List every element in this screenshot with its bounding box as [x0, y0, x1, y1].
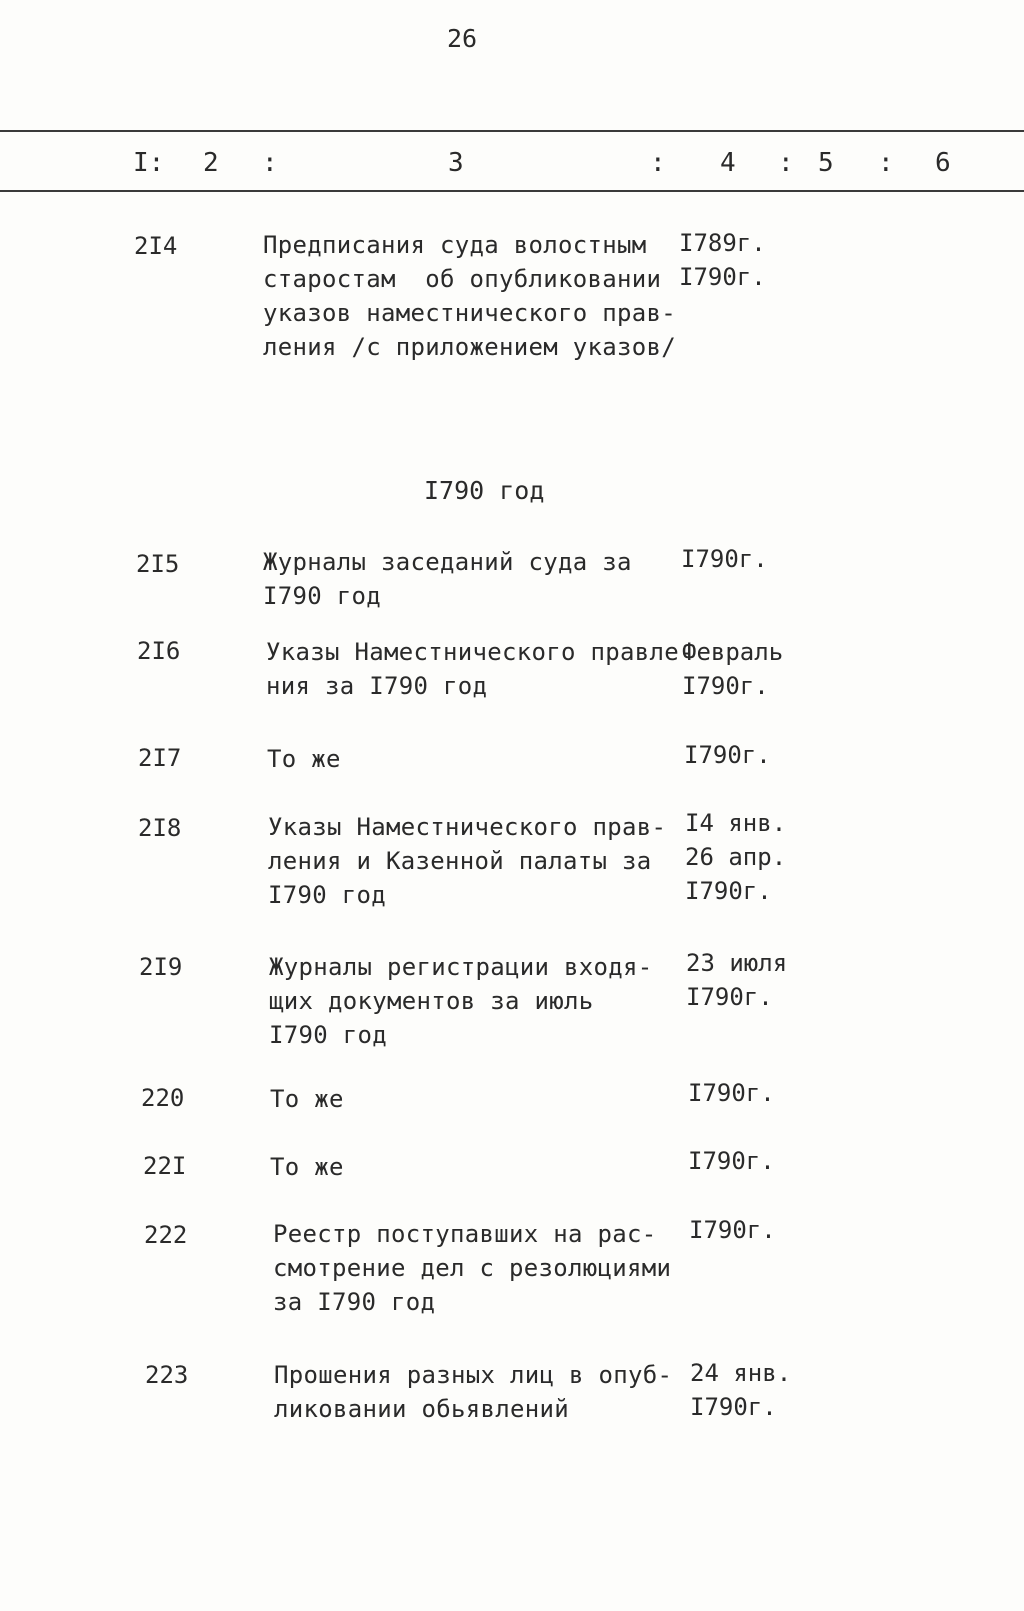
entry-dates	[679, 226, 766, 294]
date-line: I790г.	[689, 1216, 776, 1244]
column-header-2: 2	[203, 148, 219, 178]
entry-dates	[681, 542, 768, 576]
description-line: То же	[267, 745, 341, 773]
date-line: I790г.	[685, 877, 772, 905]
entry-number: 2I4	[134, 232, 178, 260]
column-header-1: I:	[133, 148, 165, 178]
description-line: Указы Наместнического прав-	[268, 813, 667, 841]
entry-number: 222	[144, 1221, 188, 1249]
description-line: Предписания суда волостным	[263, 231, 647, 259]
date-line: 23 июля	[686, 949, 788, 977]
entry-dates	[682, 635, 783, 703]
entry-description	[263, 545, 632, 613]
description-line: указов наместнического прав-	[263, 299, 676, 327]
entry-dates	[684, 738, 771, 772]
date-line: I790г.	[688, 1079, 775, 1107]
description-line: Реестр поступавших на рас-	[273, 1220, 657, 1248]
description-line: Журналы регистрации входя-	[269, 953, 653, 981]
entry-description	[273, 1217, 671, 1319]
date-line: I790г.	[686, 983, 773, 1011]
date-line: 24 янв.	[690, 1359, 792, 1387]
entry-number: 2I8	[138, 814, 182, 842]
description-line: То же	[270, 1085, 344, 1113]
entry-description	[269, 950, 652, 1052]
date-line: Февраль	[682, 638, 784, 666]
section-heading: I790 год	[424, 476, 545, 505]
description-line: I790 год	[263, 582, 381, 610]
entry-dates	[690, 1356, 791, 1424]
entry-number: 220	[141, 1084, 185, 1112]
description-line: щих документов за июль	[269, 987, 594, 1015]
entry-number: 22I	[143, 1152, 187, 1180]
entry-description	[266, 635, 694, 703]
description-line: ления и Казенной палаты за	[268, 847, 652, 875]
entry-dates	[686, 946, 787, 1014]
entry-dates	[688, 1076, 775, 1110]
column-header-3: 3	[448, 148, 464, 178]
description-line: смотрение дел с резолюциями	[273, 1254, 672, 1282]
entry-description	[267, 742, 341, 776]
entry-number: 223	[145, 1361, 189, 1389]
entry-dates	[685, 806, 786, 908]
header-rule-top	[0, 130, 1024, 132]
description-line: ния за I790 год	[266, 672, 488, 700]
description-line: I790 год	[269, 1021, 387, 1049]
entry-description	[270, 1150, 344, 1184]
description-line: за I790 год	[273, 1288, 436, 1316]
entry-number: 2I7	[138, 744, 182, 772]
date-line: I790г.	[690, 1393, 777, 1421]
column-header-5: 5	[818, 148, 834, 178]
entry-description	[270, 1082, 344, 1116]
description-line: I790 год	[268, 881, 386, 909]
date-line: I790г.	[679, 263, 766, 291]
description-line: Прошения разных лиц в опуб-	[274, 1361, 673, 1389]
date-line: I790г.	[684, 741, 771, 769]
description-line: То же	[270, 1153, 344, 1181]
column-separator: :	[878, 148, 894, 178]
entry-dates	[688, 1144, 775, 1178]
entry-dates	[689, 1213, 776, 1247]
description-line: старостам об опубликовании	[263, 265, 662, 293]
description-line: ления /с приложением указов/	[263, 333, 676, 361]
page-number: 26	[447, 24, 478, 53]
entry-description	[274, 1358, 672, 1426]
date-line: 26 апр.	[685, 843, 787, 871]
column-header-6: 6	[935, 148, 951, 178]
column-separator: :	[262, 148, 278, 178]
entry-description	[268, 810, 666, 912]
description-line: Журналы заседаний суда за	[263, 548, 632, 576]
date-line: I790г.	[688, 1147, 775, 1175]
date-line: I4 янв.	[685, 809, 787, 837]
column-separator: :	[650, 148, 666, 178]
date-line: I789г.	[679, 229, 766, 257]
entry-number: 2I9	[139, 953, 183, 981]
description-line: ликовании обьявлений	[274, 1395, 569, 1423]
column-header-4: 4	[720, 148, 736, 178]
entry-number: 2I6	[137, 637, 181, 665]
date-line: I790г.	[682, 672, 769, 700]
column-separator: :	[778, 148, 794, 178]
entry-number: 2I5	[136, 550, 180, 578]
entry-description	[263, 228, 676, 364]
description-line: Указы Наместнического правле-	[266, 638, 694, 666]
header-rule-bottom	[0, 190, 1024, 192]
date-line: I790г.	[681, 545, 768, 573]
